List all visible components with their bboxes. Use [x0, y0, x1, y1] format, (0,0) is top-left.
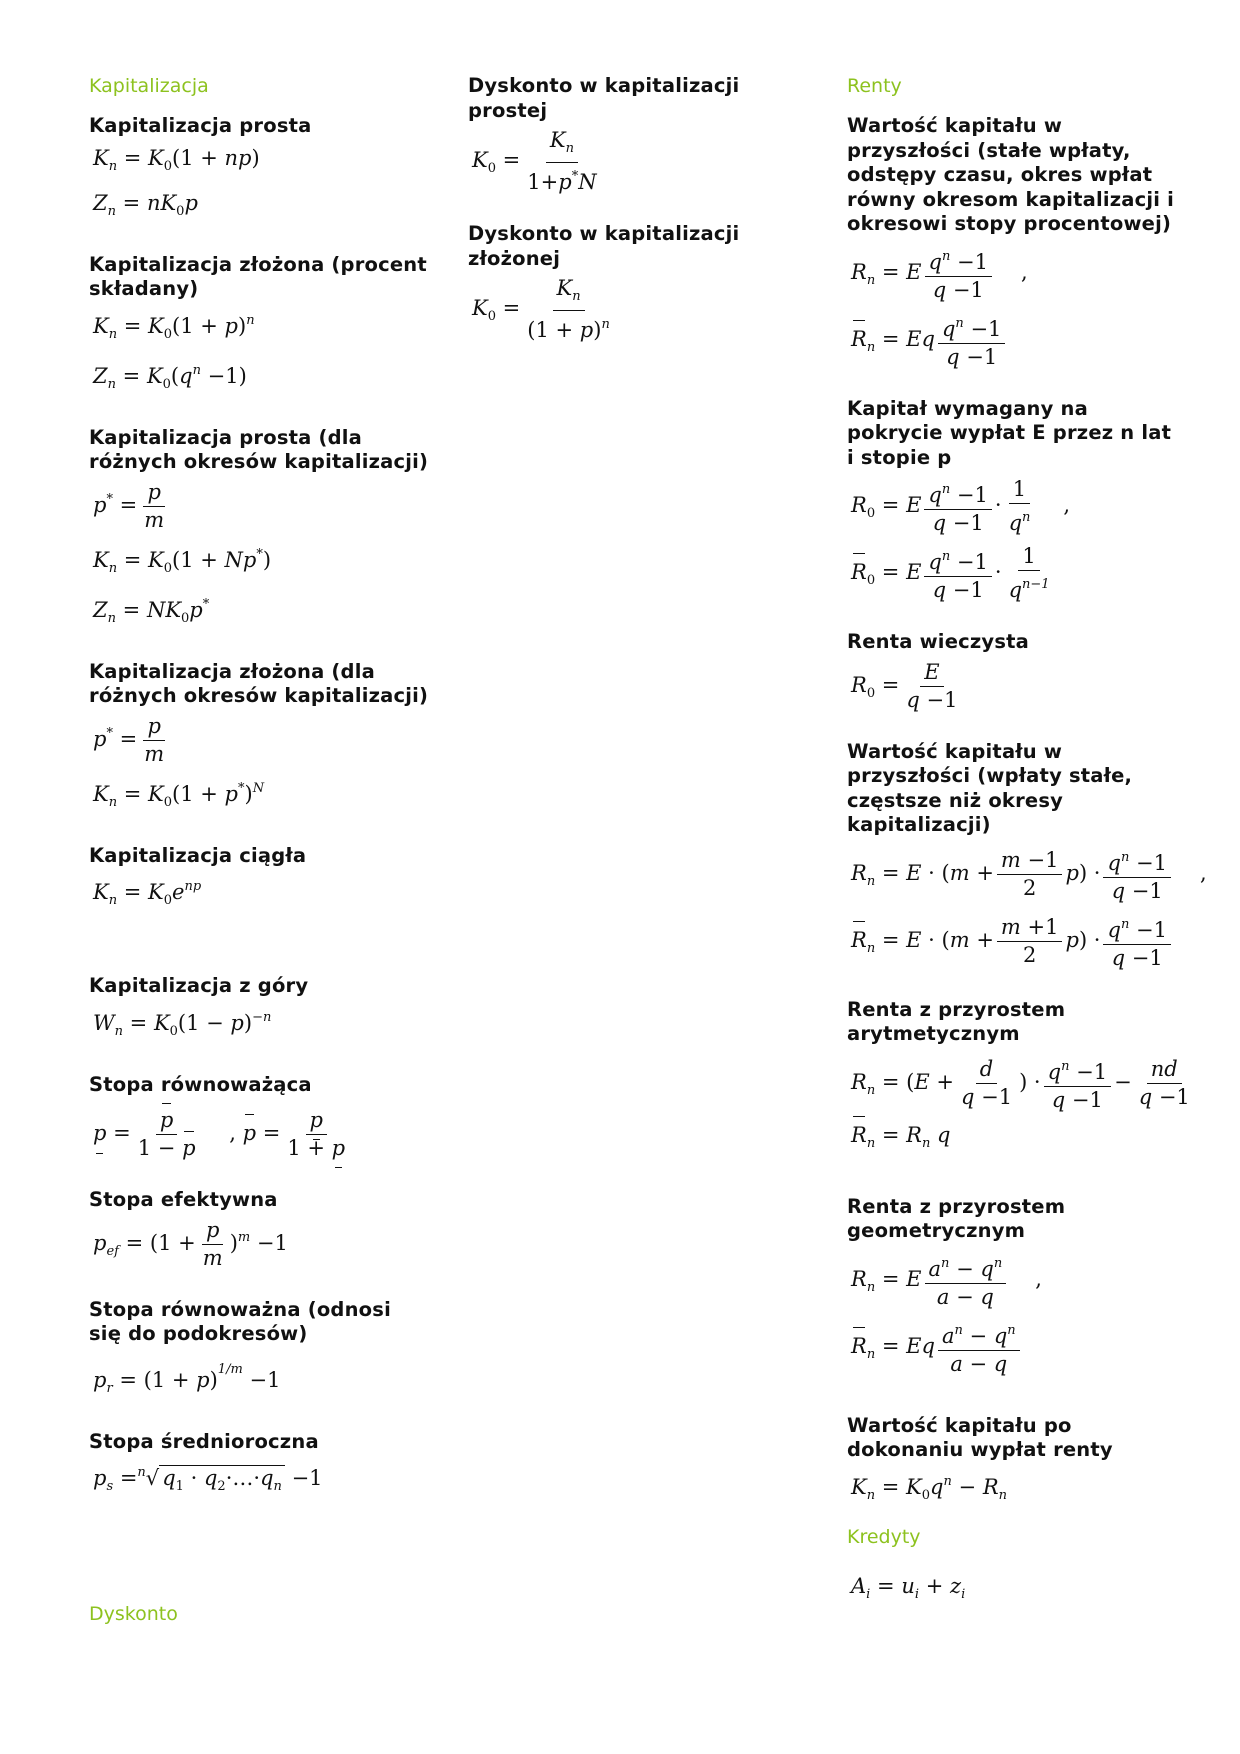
heading-kapitalizacja-prosta: Kapitalizacja prosta: [89, 114, 312, 137]
heading-renta-geometryczna: Renta z przyrostem geometrycznym: [847, 1194, 1066, 1242]
formula-kn-prosta-okresy: $K_n = K_0(1 + Np^*)$: [93, 546, 272, 576]
column-renty: [847, 74, 1207, 1616]
heading-prosta-okresy: Kapitalizacja prosta (dla różnych okresów kapitalizacji): [89, 425, 429, 473]
formula-k0-dyskonto-prosta: $K_0$ = $\frac{K_n}{1+p^*N}$: [472, 128, 597, 194]
formula-rn-arytmetyczna-2: $R_n = R_n$ q: [851, 1120, 1177, 1159]
heading-zlozona-okresy: Kapitalizacja złożona (dla różnych okresów kapitalizacji): [89, 659, 429, 707]
heading-stopa-rownowazaca: Stopa równoważąca: [89, 1072, 312, 1096]
formula-r0-wymagany-1: $R_0 = E$ $\frac{q^n -1}{q -1}$ · $\frac{1}{q^n}$ ,: [851, 477, 1071, 535]
heading-renta-arytmetyczna: Renta z przyrostem arytmetycznym: [847, 997, 1066, 1045]
formula-k0-dyskonto-zlozona: $K_0$ = $\frac{K_n}{(1 + p)^n}$: [472, 276, 610, 342]
formula-stopa-rownowazaca: p = $\frac{p}{1 - p}$ , p = $\frac{p}{1 + p}$: [93, 1108, 346, 1160]
section-title-kredyty: Kredyty: [847, 1525, 921, 1548]
heading-kapitalizacja-ciagla: Kapitalizacja ciągła: [89, 843, 307, 867]
formula-rn-czestsze-2: $R_n = E \cdot (m$ + $\frac{m +1}{2}$ p) · $\frac{q^n -1}{q -1}$: [851, 911, 1177, 972]
heading-stopa-rownowazna: Stopa równoważna (odnosi się do podokresów): [89, 1297, 391, 1345]
heading-wartosc-przyszlosc: Wartość kapitału w przyszłości (stałe wpłaty, odstępy czasu, okres wpłat równy okresom kapitalizacji i okresowi stopy procentowej): [847, 114, 1175, 235]
formula-r0-wymagany-2: $R_0 = E$ $\frac{q^n -1}{q -1}$ · $\frac{1}{q^{n-1}}$: [851, 544, 1050, 602]
heading-stopa-srednioroczna: Stopa średnioroczna: [89, 1429, 319, 1453]
formula-rn-przyszlosc-1: $R_n = E$ $\frac{q^n -1}{q -1}$ ,: [851, 243, 1177, 304]
formula-p-star-prosta: p* = $\frac{p}{m}$: [93, 479, 165, 532]
formula-wn-z-gory: $W_n = K_0(1 - p)^{-n}$: [93, 1009, 272, 1039]
formula-r0-wieczysta: $R_0$ = $\frac{E}{q -1}$: [851, 659, 958, 712]
section-title-kapitalizacja: Kapitalizacja: [89, 75, 209, 97]
heading-dyskonto-zlozona: Dyskonto w kapitalizacji złożonej: [468, 222, 740, 270]
formula-kn-po-wyplatach: $K_n = K_0q^n - R_n$: [851, 1473, 1008, 1503]
heading-kapital-wymagany: Kapitał wymagany na pokrycie wypłat E przez n lat i stopie p: [847, 396, 1172, 469]
heading-dyskonto-prosta: Dyskonto w kapitalizacji prostej: [468, 74, 740, 122]
formula-kn-ciagla: $K_n = K_0e^{np}$: [93, 879, 202, 908]
formula-rn-przyszlosc-2: $R_n = Eq$ $\frac{q^n -1}{q -1}$: [851, 310, 1177, 371]
column-kapitalizacja: [89, 74, 429, 1508]
formula-stopa-rownowazna: $p_r = (1 + p)^{1/m} -1$: [93, 1361, 281, 1396]
formula-rn-czestsze-1: $R_n = E \cdot (m$ + $\frac{m -1}{2}$ p) · $\frac{q^n -1}{q -1}$ ,: [851, 844, 1177, 905]
heading-kapitalizacja-zlozona: Kapitalizacja złożona (procent składany): [89, 252, 427, 300]
heading-stopa-efektywna: Stopa efektywna: [89, 1188, 278, 1211]
formula-kn-zlozona-okresy: $K_n = K_0(1 + p^*)^N$: [93, 780, 265, 810]
formula-stopa-efektywna: $p_{ef} = (1$ + $\frac{p}{m}$ )$^m$ −1: [93, 1217, 288, 1270]
formula-zn-prosta-okresy: $Z_n = NK_0p^*$: [93, 596, 210, 626]
formula-rn-arytmetyczna-1: $R_n = (E$ + $\frac{d}{q -1}$ ) · $\frac{q^n -1}{q -1}$ − $\frac{nd}{q -1}$: [851, 1053, 1177, 1114]
formula-kn-zlozona: $K_n = K_0(1 + p)^n$: [93, 312, 255, 342]
heading-wartosc-czestsze: Wartość kapitału w przyszłości (wpłaty stałe, częstsze niż okresy kapitalizacji): [847, 739, 1133, 836]
formula-rn-geometryczna-1: $R_n = E$ $\frac{a^n - q^n}{a - q}$ ,: [851, 1250, 1177, 1311]
section-title-renty: Renty: [847, 75, 902, 97]
formula-p-star-zlozona: p* = $\frac{p}{m}$: [93, 713, 165, 766]
section-title-dyskonto: Dyskonto: [89, 1603, 178, 1625]
formula-raty-kredytu: $A_i = u_i + z_i$: [851, 1573, 966, 1602]
formula-stopa-srednioroczna: $p_s =^n√$ $q_1$ · $q_2\cdot\dots\cdot q_n -1$: [93, 1465, 323, 1494]
heading-renta-wieczysta: Renta wieczysta: [847, 630, 1030, 653]
heading-wartosc-po-wyplatach: Wartość kapitału po dokonaniu wypłat renty: [847, 1413, 1113, 1461]
column-dyskonto: [468, 74, 798, 350]
formula-zn-prosta: $Z_n = nK_0p$: [93, 190, 198, 219]
formula-rn-geometryczna-2: $R_n = Eq$ $\frac{a^n - q^n}{a - q}$: [851, 1317, 1177, 1378]
formula-zn-zlozona: $Z_n = K_0(q^n -1)$: [93, 362, 247, 392]
heading-kapitalizacja-z-gory: Kapitalizacja z góry: [89, 974, 309, 997]
formula-kn-prosta: $K_n = K_0(1 + np)$: [93, 145, 260, 174]
